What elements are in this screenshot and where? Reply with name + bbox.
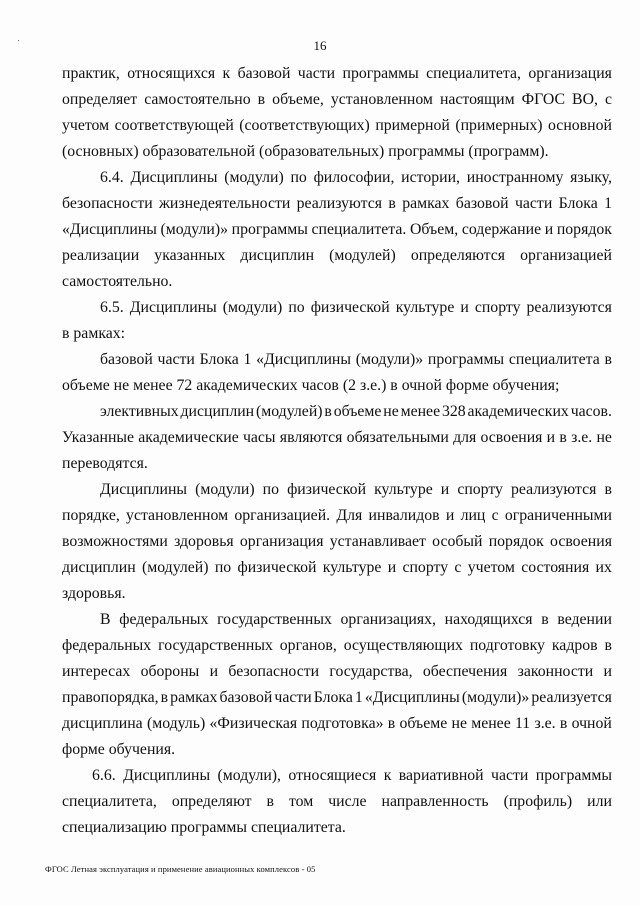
word: форме обучения.: [62, 741, 176, 758]
word: или: [587, 793, 612, 810]
word: реализуется: [531, 689, 612, 706]
word: части: [274, 689, 312, 706]
word: в: [604, 637, 612, 654]
word: безопасности: [62, 195, 153, 212]
word: программы: [342, 65, 419, 82]
page-number: 16: [313, 38, 327, 53]
word: инвалидов: [368, 507, 440, 524]
word: находящихся: [444, 611, 533, 628]
text-line: [100, 165, 612, 191]
word: Указанные: [62, 429, 135, 446]
word: объеме не менее 72 академических часов (2 з.е.) в очной форме обучения;: [62, 377, 560, 394]
word: состояния: [521, 559, 590, 576]
text-line: [62, 269, 640, 295]
word: (модуль): [146, 715, 206, 732]
text-line: [62, 139, 640, 165]
word: государственных: [217, 611, 332, 628]
text-line: [62, 711, 612, 737]
text-line: [62, 61, 612, 87]
word: (модули)»: [160, 221, 228, 238]
word: дисциплин: [180, 403, 255, 420]
word: и: [546, 429, 556, 446]
text-line: [62, 425, 612, 451]
word: часы: [242, 429, 276, 446]
word: ФГОС: [521, 91, 565, 108]
text-line: [100, 607, 612, 633]
word: здоровья.: [62, 585, 126, 602]
word: к: [383, 767, 392, 784]
word: жизнедеятельности: [159, 195, 291, 212]
word: программы: [231, 221, 308, 238]
word: Для: [336, 507, 363, 524]
word: специалитета,: [426, 65, 521, 82]
word: дисциплин: [62, 559, 136, 576]
text-line: [62, 633, 612, 659]
word: обязательными: [346, 429, 449, 446]
word: в рамках:: [62, 325, 126, 342]
word: (модули)»: [355, 351, 424, 368]
word: по: [262, 481, 280, 498]
text-line: [62, 321, 640, 347]
word: Дисциплины: [129, 299, 217, 316]
word: освоения: [550, 533, 612, 550]
word: очной: [571, 715, 612, 732]
word: реализуются: [296, 195, 383, 212]
word: (профиль): [503, 793, 573, 810]
text-line: [62, 555, 612, 581]
word: (модули),: [217, 767, 281, 784]
word: возможностями: [62, 533, 168, 550]
word: культуре: [374, 481, 433, 498]
word: объеме: [399, 715, 448, 732]
word: правопорядка,: [62, 689, 159, 706]
word: к: [222, 65, 231, 82]
word: Дисциплины: [100, 481, 188, 498]
word: объеме: [333, 403, 382, 420]
word: государства,: [329, 663, 413, 680]
word: 11: [514, 715, 531, 732]
word: по: [290, 169, 307, 186]
word: менее: [400, 403, 441, 420]
text-line: [62, 529, 612, 555]
word: практик,: [62, 65, 120, 82]
word: (модули): [224, 169, 284, 186]
word: физической: [237, 559, 317, 576]
word: самостоятельно: [144, 91, 251, 108]
word: не: [383, 403, 399, 420]
word: спорту: [474, 299, 521, 316]
word: специалитета: [508, 351, 600, 368]
word: специалитета,: [62, 793, 157, 810]
word: (модули): [195, 481, 255, 498]
word: Дисциплины: [130, 169, 218, 186]
word: том: [288, 793, 314, 810]
text-line: [62, 451, 640, 477]
word: определяют: [171, 793, 252, 810]
word: «Дисциплины: [256, 351, 351, 368]
word: не: [596, 429, 612, 446]
word: порядок: [556, 221, 612, 238]
word: 1: [243, 351, 252, 368]
word: базовой: [100, 351, 153, 368]
word: государственных: [158, 637, 273, 654]
word: базовой: [455, 195, 509, 212]
word: академические: [138, 429, 239, 446]
word: и: [440, 481, 450, 498]
word: соответствующей: [114, 117, 234, 134]
text-line: [62, 581, 640, 607]
word: (модулей): [329, 247, 396, 264]
word: Блока: [199, 351, 239, 368]
word: в: [604, 481, 612, 498]
word: и: [544, 221, 554, 238]
word: базовой: [237, 65, 291, 82]
word: организацией.: [234, 507, 331, 524]
word: лиц: [460, 507, 486, 524]
word: специализацию программы специалитета.: [62, 819, 346, 836]
word: и: [460, 299, 469, 316]
word: в: [387, 715, 396, 732]
word: в: [604, 351, 612, 368]
word: культуре: [322, 559, 382, 576]
word: переводятся.: [62, 455, 148, 472]
word: и: [209, 663, 219, 680]
word: 328: [441, 403, 466, 420]
word: (модулей): [141, 559, 209, 576]
word: ограниченными: [504, 507, 612, 524]
page-footer: ФГОС Летная эксплуатация и применение авиационных комплексов - 05: [45, 864, 316, 874]
word: в: [266, 793, 274, 810]
text-line: [62, 815, 640, 841]
text-line: [62, 503, 612, 529]
word: их: [595, 559, 612, 576]
word: реализации: [62, 247, 140, 264]
word: спорту: [402, 559, 449, 576]
word: ведении: [557, 611, 612, 628]
word: ВО,: [572, 91, 598, 108]
word: организация: [239, 533, 324, 550]
word: настоящим: [439, 91, 515, 108]
text-line: [62, 659, 612, 685]
word: устанавливает: [329, 533, 426, 550]
word: 6.4.: [100, 169, 124, 186]
word: обеспечения: [422, 663, 508, 680]
word: языку,: [570, 169, 612, 186]
word: 6.5.: [100, 299, 124, 316]
word: дисциплин: [240, 247, 315, 264]
word: з.е.: [571, 429, 593, 446]
word: установленном: [126, 507, 229, 524]
word: с: [454, 559, 462, 576]
word: в: [324, 403, 332, 420]
word: являются: [279, 429, 343, 446]
word: базовой: [219, 689, 273, 706]
word: Блока: [558, 195, 598, 212]
text-line: [62, 87, 612, 113]
word: (модулей): [255, 403, 323, 420]
text-line: [62, 243, 612, 269]
word: менее: [471, 715, 511, 732]
text-line: [92, 763, 612, 789]
word: относящихся: [127, 65, 216, 82]
word: рамках: [170, 689, 218, 706]
word: в: [388, 195, 396, 212]
word: организация: [528, 65, 612, 82]
word: федеральных: [119, 611, 209, 628]
word: и: [387, 559, 397, 576]
word: с: [604, 91, 612, 108]
word: в: [541, 611, 549, 628]
word: здоровья: [174, 533, 234, 550]
word: не: [451, 715, 467, 732]
word: часов.: [570, 403, 612, 420]
word: осуществляющих: [343, 637, 463, 654]
word: дисциплина: [62, 715, 143, 732]
word: (основных) образовательной (образовательных) программы (программ).: [62, 143, 549, 160]
word: элективных: [100, 403, 179, 420]
word: «Физическая: [209, 715, 298, 732]
word: законности: [517, 663, 594, 680]
word: федеральных: [62, 637, 152, 654]
word: по: [214, 559, 232, 576]
word: истории,: [401, 169, 460, 186]
word: философии,: [313, 169, 395, 186]
text-line: [100, 295, 612, 321]
word: «Дисциплины: [62, 221, 157, 238]
word: 1: [604, 195, 612, 212]
word: части: [514, 195, 553, 212]
word: направленность: [381, 793, 489, 810]
text-line: [62, 217, 612, 243]
word: 6.6.: [92, 767, 116, 784]
word: подготовку: [469, 637, 545, 654]
word: программы: [427, 351, 505, 368]
word: «Дисциплины: [364, 689, 460, 706]
word: с: [491, 507, 499, 524]
word: порядке,: [62, 507, 120, 524]
word: примерной: [375, 117, 450, 134]
word: Дисциплины: [123, 767, 211, 784]
word: реализуются: [526, 299, 612, 316]
text-line: [62, 113, 612, 139]
word: в: [160, 689, 169, 706]
word: академических: [467, 403, 569, 420]
word: вариативной: [398, 767, 484, 784]
word: физической: [310, 299, 390, 316]
word: освоения: [480, 429, 543, 446]
word: рамках: [402, 195, 450, 212]
word: учетом: [62, 117, 110, 134]
text-line: [62, 685, 612, 711]
word: культуре: [395, 299, 455, 316]
word: органов,: [279, 637, 337, 654]
word: (соответствующих): [239, 117, 370, 134]
word: по: [288, 299, 305, 316]
word: обороны: [140, 663, 200, 680]
word: В: [100, 611, 111, 628]
word: кадров: [551, 637, 598, 654]
word: (примерных): [455, 117, 543, 134]
word: указанных: [154, 247, 226, 264]
word: безопасности: [228, 663, 320, 680]
word: установленном: [330, 91, 433, 108]
text-line: [62, 191, 612, 217]
word: для: [453, 429, 477, 446]
text-line: [62, 789, 612, 815]
word: основной: [548, 117, 612, 134]
word: специалитета.: [311, 221, 407, 238]
word: числе: [328, 793, 367, 810]
text-line: [100, 477, 612, 503]
word: Блока: [313, 689, 353, 706]
word: и: [603, 663, 612, 680]
word: объеме,: [272, 91, 324, 108]
word: порядок: [488, 533, 544, 550]
text-line: [100, 347, 612, 373]
text-line: [62, 373, 640, 399]
word: иностранному: [466, 169, 564, 186]
word: спорту: [457, 481, 503, 498]
word: (модули): [222, 299, 283, 316]
word: в: [257, 91, 266, 108]
word: относящиеся: [288, 767, 377, 784]
word: Объем,: [410, 221, 459, 238]
word: определяет: [62, 91, 138, 108]
word: физической: [287, 481, 367, 498]
word: особый: [432, 533, 483, 550]
word: в: [559, 715, 568, 732]
word: (модули)»: [461, 689, 530, 706]
word: программы: [535, 767, 612, 784]
word: реализуются: [511, 481, 597, 498]
word: 1: [354, 689, 363, 706]
word: организациях,: [340, 611, 436, 628]
word: части: [157, 351, 195, 368]
word: интересах: [62, 663, 131, 680]
word: части: [491, 767, 529, 784]
word: подготовка»: [301, 715, 384, 732]
word: з.е.: [534, 715, 556, 732]
word: организацией: [520, 247, 612, 264]
word: учетом: [467, 559, 515, 576]
text-line: [100, 399, 612, 425]
word: части: [297, 65, 336, 82]
text-line: [62, 737, 640, 763]
word: содержание: [461, 221, 542, 238]
word: самостоятельно.: [62, 273, 173, 290]
word: определяются: [410, 247, 506, 264]
word: в: [559, 429, 567, 446]
word: и: [445, 507, 455, 524]
